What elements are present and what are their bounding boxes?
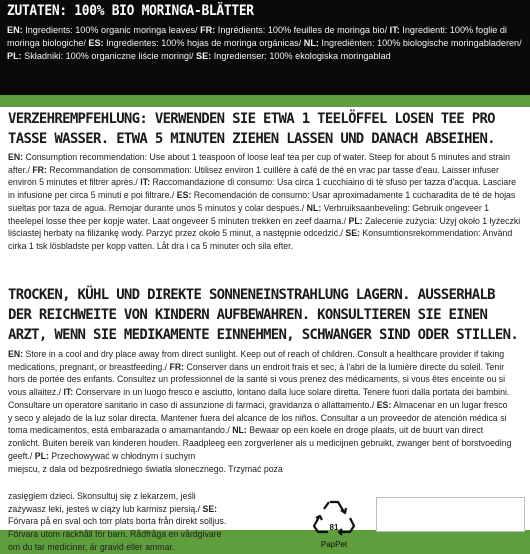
ingredients-it: Ingredienti: 100% foglie di moringa biologiche/ xyxy=(7,25,507,49)
ingredients-pl: Składniki: 100% organiczne liście moringi/ xyxy=(21,51,197,62)
lang-code-se: SE: xyxy=(196,51,212,62)
lang-code-it: IT: xyxy=(140,177,151,188)
storage-heading: TROCKEN, KÜHL UND DIREKTE SONNENEINSTRAHLUNG LAGERN. AUSSERHALB DER REICHWEITE VON KINDERN AUFBEWAHREN. KONSULTIEREN SIE EINEN ARZT, WENN SIE MEDIKAMENTE EINNEHMEN, SCHWANGER SIND ODER STILLEN. xyxy=(8,287,519,343)
storage-pl-end: zasięgiem dzieci. Skonsultuj się z lekarzem, jeśli zażywasz leki, jesteś w ciąży lub karmisz piersią./ xyxy=(8,491,203,514)
consumption-translations xyxy=(8,151,523,253)
lang-code-en: EN: xyxy=(8,349,24,359)
storage-translations-narrow xyxy=(8,490,228,554)
ingredients-panel xyxy=(0,0,530,95)
lang-code-nl: NL: xyxy=(306,202,322,213)
consumption-en: Consumption recommendation: Use about 1 teaspoon of loose leaf tea per cup of water. Steep for about 5 minutes and strain after./ xyxy=(8,152,510,175)
consumption-pl: Zalecenie zużycia: Użyj około 1 łyżeczki liściastej herbaty na filiżankę wody. Parzyć przez około 5 minut, a następnie odcedzić./ xyxy=(8,215,521,239)
consumption-es: Recomendación de consumo: Usar aproximadamente 1 cucharadita de té de hojas sueltas por taza de agua. Remojar durante unos 5 minutos y colar después./ xyxy=(8,190,516,213)
barcode-area xyxy=(376,497,525,532)
lang-code-se: SE: xyxy=(202,503,218,514)
lang-code-pl: PL: xyxy=(34,450,49,461)
storage-pl-continued: miejscu, z dala od bezpośredniego światła słonecznego. Trzymać poza xyxy=(8,464,283,474)
lang-code-pl: PL: xyxy=(348,215,363,226)
ingredients-fr: Ingrédients: 100% feuilles de moringa bio/ xyxy=(215,25,390,35)
storage-translations xyxy=(8,348,514,462)
storage-fr: Conserver dans un endroit frais et sec, à l'abri de la lumière directe du soleil. Tenir hors de portée des enfants. Consultez un professionnel de la santé si vous prenez des médicaments, si vous êtes enceinte ou si vous allaitez./ xyxy=(8,361,506,398)
storage-nl: Bewaar op een koele en droge plaats, uit de buurt van direct zonlicht. Buiten bereik van kinderen houden. Raadpleeg een zorgverlener als u medicijnen gebruikt, zwanger bent of borstvoeding geeft./ xyxy=(8,425,512,461)
lang-code-it: IT: xyxy=(63,387,74,398)
lang-code-es: ES: xyxy=(88,38,104,49)
ingredients-title: ZUTATEN: 100% BIO MORINGA-BLÄTTER xyxy=(7,3,254,19)
lang-code-fr: FR: xyxy=(32,164,47,175)
lang-code-en: EN: xyxy=(7,25,23,35)
lang-code-pl: PL: xyxy=(7,51,22,62)
recycling-material: PapPet xyxy=(320,540,348,549)
consumption-heading: VERZEHREMPFEHLUNG: VERWENDEN SIE ETWA 1 TEELÖFFEL LOSEN TEE PRO TASSE WASSER. ETWA 5 MINUTEN ZIEHEN LASSEN UND DANACH ABSEIHEN. xyxy=(8,111,495,147)
lang-code-es: ES: xyxy=(176,190,192,201)
ingredients-en: Ingredients: 100% organic moringa leaves/ xyxy=(22,25,201,35)
storage-it: Conservare in un luogo fresco e asciutto, lontano dalla luce solare diretta. Tenere fuori dalla portata dei bambini. Consultare un operatore sanitario in caso di assunzione di farmaci, gravidanza o allattamento./ xyxy=(8,387,510,410)
ingredients-translations xyxy=(7,24,522,64)
recycling-code: 81 xyxy=(329,523,339,532)
recycling-symbol xyxy=(310,496,358,550)
storage-pl-start: Przechowywać w chłodnym i suchym xyxy=(48,450,196,461)
lang-code-fr: FR: xyxy=(200,25,216,35)
storage-se: Förvara på en sval och torr plats borta från direkt solljus. Förvara utom räckhåll för barn. Rådfråga en vårdgivare om du tar mediciner, är gravid eller ammar. xyxy=(8,516,227,552)
ingredients-nl: Ingrediënten: 100% biologische moringabladeren/ xyxy=(318,38,522,49)
lang-code-es: ES: xyxy=(376,399,392,410)
lang-code-fr: FR: xyxy=(169,361,185,372)
lang-code-nl: NL: xyxy=(303,38,319,49)
ingredients-es: Ingredientes: 100% hojas de moringa orgánicas/ xyxy=(103,38,304,49)
ingredients-se: Ingredienser: 100% ekologiska moringablad xyxy=(211,51,391,62)
consumption-it: Raccomandazione di consumo: Usa circa 1 cucchiaino di tè sfuso per tazza d'acqua. Lasciare in infusione per circa 5 minuti e poi filtrare./ xyxy=(8,177,516,201)
consumption-se: Konsumtionsrekommendation: Använd cirka 1 tsk lösbladste per kopp vatten. Låt dra i ca 5 minuter och sila efter. xyxy=(8,228,513,251)
consumption-fr: Recommandation de consommation: Utilisez environ 1 cuillère à café de thé en vrac par tasse d'eau. Laisser infuser environ 5 minutes et filtrer après./ xyxy=(8,164,499,188)
lang-code-it: IT: xyxy=(389,25,400,35)
lang-code-se: SE: xyxy=(345,228,360,239)
instructions-panel xyxy=(0,107,530,552)
storage-en: Store in a cool and dry place away from direct sunlight. Keep out of reach of children. Consult a healthcare provider if taking medications, pregnant, or breastfeeding./ xyxy=(8,349,505,372)
lang-code-en: EN: xyxy=(8,152,24,162)
consumption-nl: Verbruiksaanbeveling: Gebruik ongeveer 1 theelepel losse thee per kopje water. Laat ongeveer 5 minuten trekken en zeef daarna./ xyxy=(8,202,490,226)
storage-es: Almacenar en un lugar fresco y seco y alejado de la luz solar directa. Mantener fuera del alcance de los niños. Consultar a un proveedor de atención médica si toma medicamentos, está embarazada o amamantando./ xyxy=(8,399,508,436)
lang-code-nl: NL: xyxy=(232,425,247,436)
